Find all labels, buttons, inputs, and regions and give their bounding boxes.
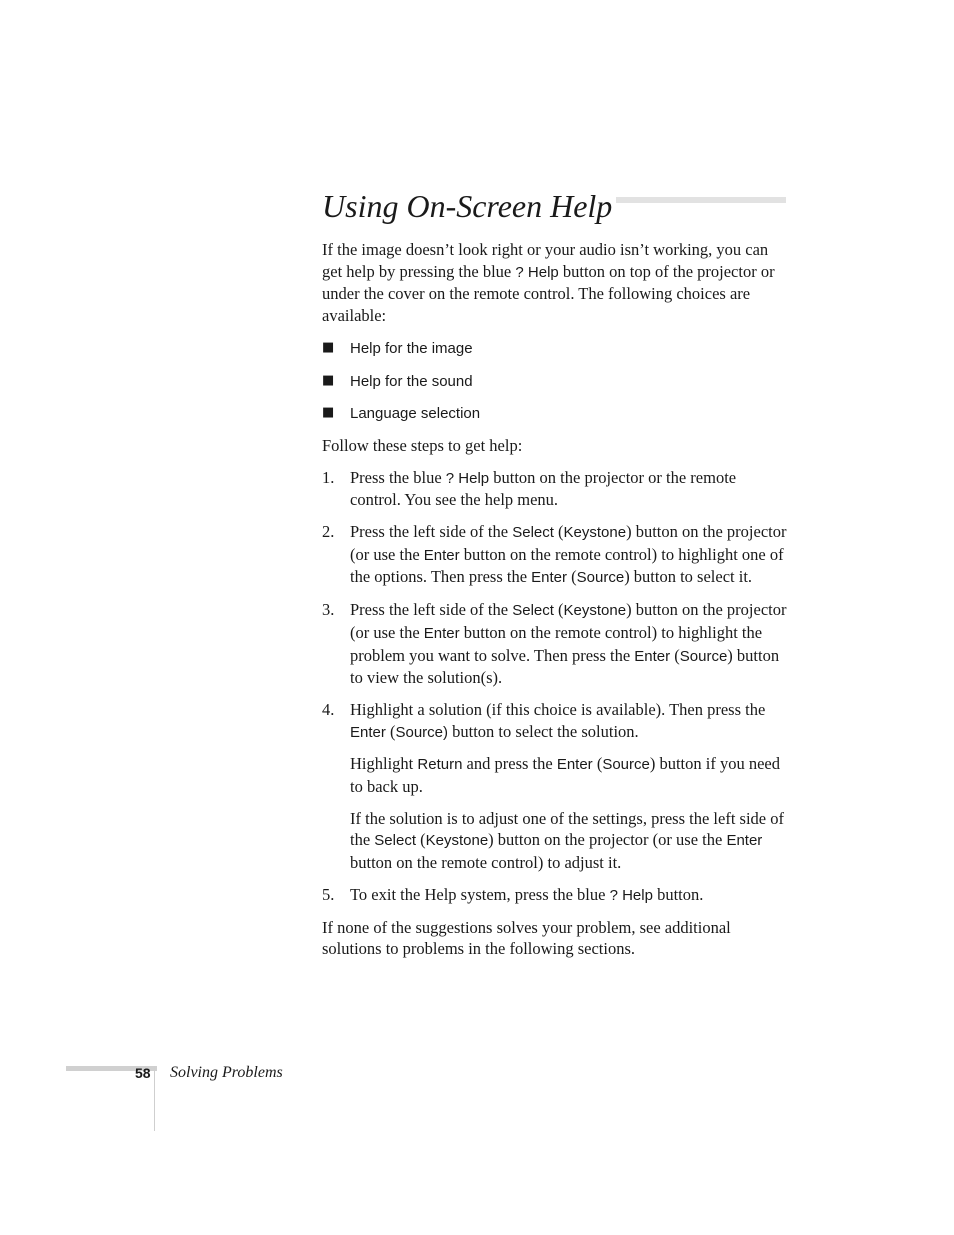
control-name: Keystone [563, 602, 627, 620]
step-item [322, 699, 787, 743]
control-name: Enter [556, 756, 593, 774]
text-run: ( [567, 567, 577, 587]
text-run: button on top of the projector or under the cover on the remote control. The following choices are available: [322, 261, 775, 326]
choice-label: Help for the sound [350, 372, 473, 390]
text-run: ( [416, 830, 426, 850]
control-name: Keystone [563, 524, 627, 542]
control-name: Keystone [425, 832, 489, 850]
choice-item [322, 402, 787, 425]
control-name: Enter [423, 624, 460, 642]
step-note [322, 808, 787, 874]
control-name: Enter [423, 546, 460, 564]
bullet-square-icon: ■ [322, 339, 335, 355]
running-footer-title: Solving Problems [170, 1064, 283, 1081]
text-run: ) button if you need to back up. [350, 754, 780, 797]
control-name: Select [512, 602, 554, 620]
text-run: If the solution is to adjust one of the settings, press the left side of the [350, 808, 784, 850]
page-number: 58 [135, 1065, 151, 1081]
step-note [322, 753, 787, 797]
control-name: Enter [726, 832, 763, 850]
step-number: 3. [322, 600, 335, 620]
control-name: Source) [395, 723, 449, 741]
step-number: 5. [322, 884, 335, 904]
step-text [350, 600, 786, 687]
text-run: ( [592, 754, 603, 774]
control-name: Source [576, 569, 625, 587]
text-run: button on the remote control) to highlight one of the options. Then press the [350, 544, 784, 587]
text-run: If the image doesn’t look right or your audio isn’t working, you can get help by pressing the blue [322, 240, 769, 281]
text-run: button on the projector or the remote control. You see the help menu. [350, 467, 737, 510]
control-name: Select [374, 832, 416, 850]
step-item [322, 467, 787, 511]
text-run: button on the remote control) to highlight the problem you want to solve. Then press the [350, 622, 763, 665]
text-run: ) button on the projector (or use the [488, 830, 727, 850]
page-body [322, 239, 787, 960]
step-item [322, 521, 787, 589]
text-run: To exit the Help system, press the blue [350, 884, 610, 904]
text-run: ) button to select it. [624, 567, 753, 587]
text-run: ) button on the projector (or use the [350, 600, 787, 642]
step-item [322, 599, 787, 689]
text-run: button. [652, 884, 704, 904]
steps-intro: Follow these steps to get help: [322, 435, 523, 455]
step-text [350, 522, 786, 586]
closing-paragraph: If none of the suggestions solves your problem, see additional solutions to problems in the following sections. [322, 917, 731, 959]
control-name: Enter [634, 647, 671, 665]
control-name: Source [679, 647, 728, 665]
choice-item [322, 337, 787, 360]
text-run: ) button to view the solution(s). [350, 645, 780, 688]
control-name: ? Help [445, 469, 490, 487]
step-number: 1. [322, 467, 335, 487]
choice-label: Help for the image [350, 339, 473, 357]
text-run: Highlight a solution (if this choice is available). Then press the [350, 699, 766, 719]
bullet-square-icon: ■ [322, 372, 335, 388]
control-name: Enter [531, 569, 568, 587]
text-run: button on the remote control) to adjust it. [350, 853, 622, 873]
text-run: Press the blue [350, 467, 446, 487]
text-run: and press the [462, 754, 557, 774]
step-text [350, 885, 703, 904]
text-run: ) button on the projector (or use the [350, 522, 787, 564]
choice-label: Language selection [350, 405, 481, 423]
control-name: Return [417, 756, 463, 774]
footer-divider [154, 1066, 155, 1131]
text-run: ( [553, 522, 564, 542]
step-text [350, 700, 765, 741]
control-name: Select [512, 524, 554, 542]
step-item [322, 884, 787, 907]
bullet-square-icon: ■ [322, 405, 335, 421]
text-run: ( [670, 645, 680, 665]
step-number: 4. [322, 699, 335, 719]
control-name: Enter [350, 723, 386, 741]
text-run: Press the left side of the [350, 522, 513, 542]
text-run: ( [553, 600, 564, 620]
text-run: ( [385, 721, 396, 741]
control-name: Source [602, 756, 650, 774]
step-text [350, 468, 736, 510]
text-run: Press the left side of the [350, 600, 513, 620]
choice-item [322, 370, 787, 393]
text-run: Highlight [350, 754, 418, 774]
step-number: 2. [322, 522, 335, 542]
control-name: ? Help [515, 263, 559, 281]
text-run: button to select the solution. [448, 721, 639, 741]
page-title: Using On-Screen Help [322, 183, 616, 229]
control-name: ? Help [609, 886, 653, 904]
intro-paragraph [322, 239, 787, 327]
